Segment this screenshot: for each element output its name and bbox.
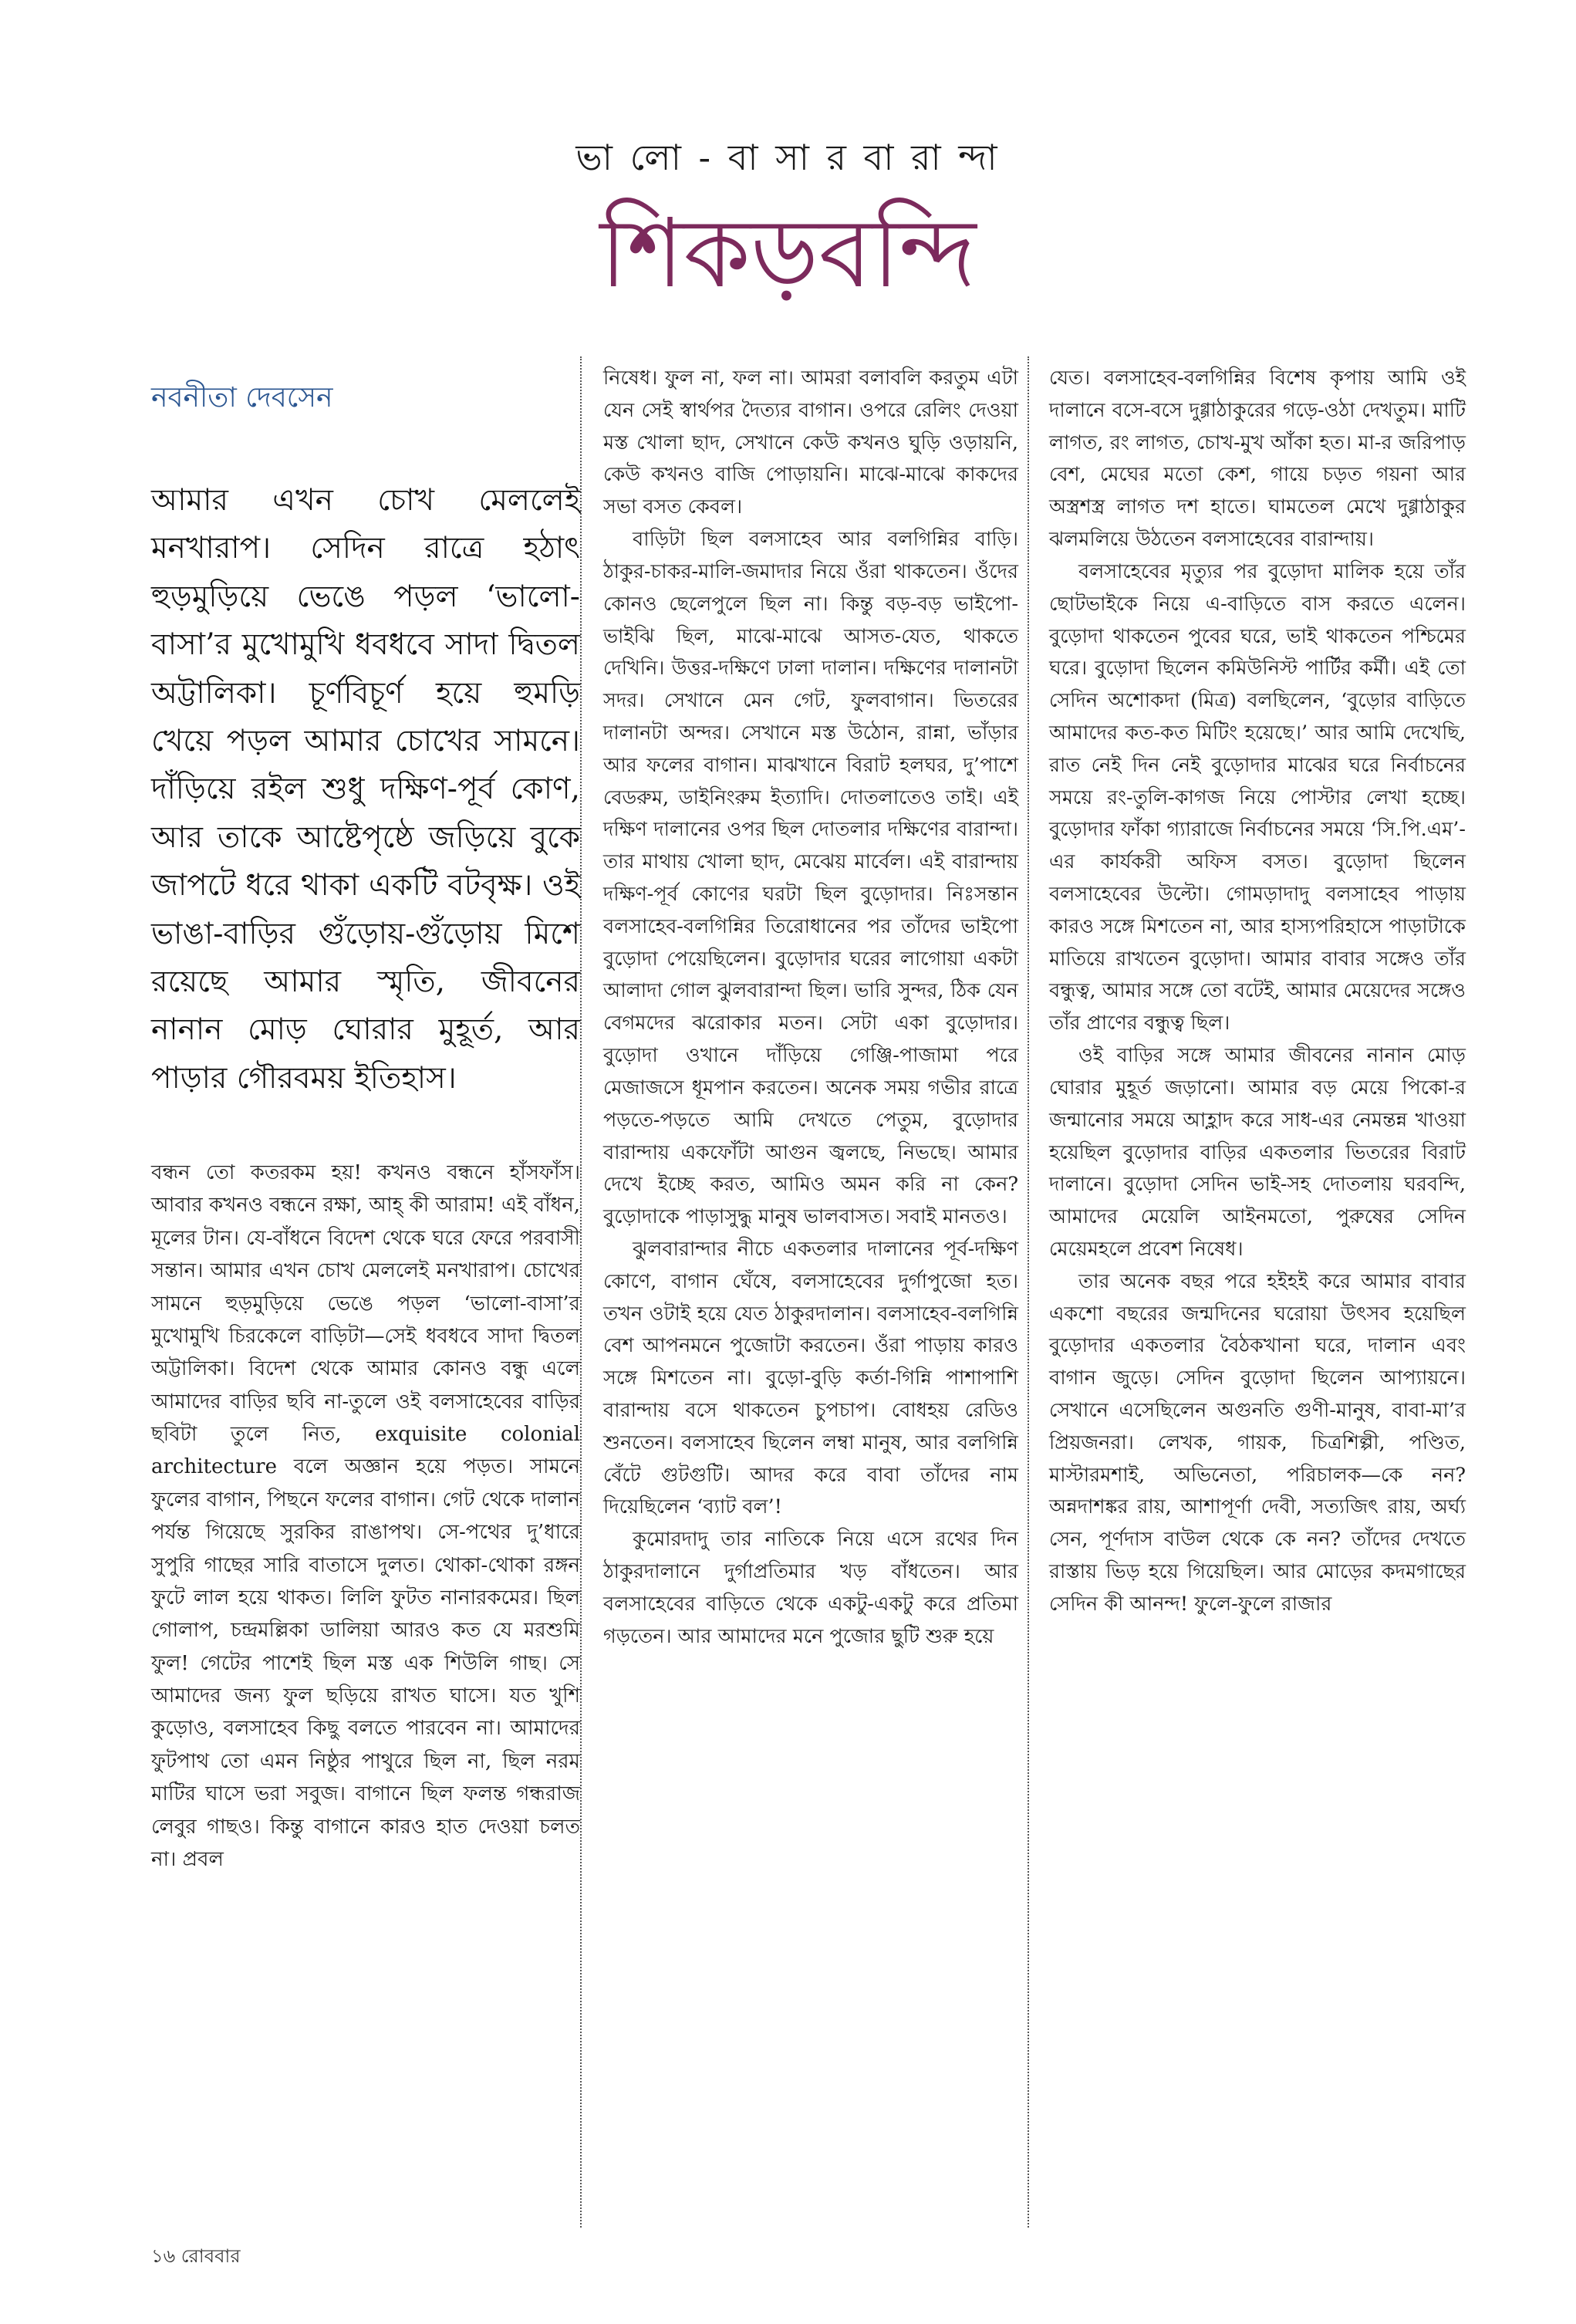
- lead-paragraph: আমার এখন চোখ মেললেই মনখারাপ। সেদিন রাত্রে হঠাৎ হুড়মুড়িয়ে ভেঙে পড়ল ‘ভালো-বাসা’র মুখোমুখি ধবধবে সাদা দ্বিতল অট্টালিকা। চূর্ণবিচূর্ণ হয়ে হুমড়ি খেয়ে পড়ল আমার চোখের সামনে। দাঁড়িয়ে রইল শুধু দক্ষিণ-পূর্ব কোণ, আর তাকে আষ্টেপৃষ্ঠে জড়িয়ে বুকে জাপটে ধরে থাকা একটি বটবৃক্ষ। ওই ভাঙা-বাড়ির গুঁড়োয়-গুঁড়োয় মিশে রয়েছে আমার স্মৃতি, জীবনের নানান মোড় ঘোরার মুহূর্ত, আর পাড়ার গৌরবময় ইতিহাস।: [151, 483, 580, 1096]
- article-title: শিকড়বন্দি: [599, 198, 977, 309]
- series-heading: ভা লো - বা সা র বা রা ন্দা: [575, 137, 1001, 178]
- paragraph: বাড়িটা ছিল বলসাহেব আর বলগিন্নির বাড়ি। ঠাকুর-চাকর-মালি-জমাদার নিয়ে ওঁরা থাকতেন। ওঁদের কোনও ছেলেপুলে ছিল না। কিন্তু বড়-বড় ভাইপো-ভাইঝি ছিল, মাঝে-মাঝে আসত-যেত, থাকতে দেখিনি। উত্তর-দক্ষিণে ঢালা দালান। দক্ষিণের দালানটা সদর। সেখানে মেন গেট, ফুলবাগান। ভিতরের দালানটা অন্দর। সেখানে মস্ত উঠোন, রান্না, ভাঁড়ার আর ফলের বাগান। মাঝখানে বিরাট হলঘর, দু’পাশে বেডরুম, ডাইনিংরুম ইত্যাদি। দোতলাতেও তাই। এই দক্ষিণ দালানের ওপর ছিল দোতলার দক্ষিণের বারান্দা। তার মাথায় খোলা ছাদ, মেঝেয় মার্বেল। এই বারান্দায় দক্ষিণ-পূর্ব কোণের ঘরটা ছিল বুড়োদার। নিঃসন্তান বলসাহেব-বলগিন্নির তিরোধানের পর তাঁদের ভাইপো বুড়োদা পেয়েছিলেন। বুড়োদার ঘরের লাগোয়া একটা আলাদা গোল ঝুলবারান্দা ছিল। ভারি সুন্দর, ঠিক যেন বেগমদের ঝরোকার মতন। সেটা একা বুড়োদার। বুড়োদা ওখানে দাঁড়িয়ে গেঞ্জি-পাজামা পরে মেজাজসে ধূমপান করতেন। অনেক সময় গভীর রাত্রে পড়তে-পড়তে আমি দেখতে পেতুম, বুড়োদার বারান্দায় একফোঁটা আগুন জ্বলছে, নিভছে। আমার দেখে ইচ্ছে করত, আমিও অমন করি না কেন? বুড়োদাকে পাড়াসুদ্ধু মানুষ ভালবাসত। সবাই মানতও।: [603, 528, 1018, 1229]
- column-1: [151, 363, 580, 1876]
- paragraph: কুমোরদাদু তার নাতিকে নিয়ে এসে রথের দিন ঠাকুরদালানে দুর্গাপ্রতিমার খড় বাঁধতেন। আর বলসাহেবের বাড়িতে থেকে একটু-একটু করে প্রতিমা গড়তেন। আর আমাদের মনে পুজোর ছুটি শুরু হয়ে: [603, 1528, 1018, 1648]
- paragraph: যেত। বলসাহেব-বলগিন্নির বিশেষ কৃপায় আমি ওই দালানে বসে-বসে দুগ্গাঠাকুরের গড়ে-ওঠা দেখতুম। মাটি লাগত, রং লাগত, চোখ-মুখ আঁকা হত। মা-র জরিপাড় বেশ, মেঘের মতো কেশ, গায়ে চড়ত গয়না আর অস্ত্রশস্ত্র লাগত দশ হাতে। ঘামতেল মেখে দুগ্গাঠাকুর ঝলমলিয়ে উঠতেন বলসাহেবের বারান্দায়।: [1049, 367, 1466, 552]
- paragraph: তার অনেক বছর পরে হইহই করে আমার বাবার একশো বছরের জন্মদিনের ঘরোয়া উৎসব হয়েছিল বুড়োদার একতলার বৈঠকখানা ঘরে, দালান এবং বাগান জুড়ে। সেদিন বুড়োদা ছিলেন আপ্যায়নে। সেখানে এসেছিলেন অগুনতি গুণী-মানুষ, বাবা-মা’র প্রিয়জনরা। লেখক, গায়ক, চিত্রশিল্পী, পণ্ডিত, মাস্টারমশাই, অভিনেতা, পরিচালক—কে নন? অন্নদাশঙ্কর রায়, আশাপূর্ণা দেবী, সত্যজিৎ রায়, অর্ঘ্য সেন, পূর্ণদাস বাউল থেকে কে নন? তাঁদের দেখতে রাস্তায় ভিড় হয়ে গিয়েছিল। আর মোড়ের কদমগাছের সেদিন কী আনন্দ! ফুলে-ফুলে রাজার: [1049, 1269, 1466, 1616]
- column-2: [603, 363, 1018, 1653]
- paragraph: ওই বাড়ির সঙ্গে আমার জীবনের নানান মোড় ঘোরার মুহূর্ত জড়ানো। আমার বড় মেয়ে পিকো-র জন্মানোর সময়ে আহ্লাদ করে সাধ-এর নেমন্তন্ন খাওয়া হয়েছিল বুড়োদার বাড়ির একতলার ভিতরের বিরাট দালানে। বুড়োদা সেদিন ভাই-সহ দোতলায় ঘরবন্দি, আমাদের মেয়েলি আইনমতো, পুরুষের সেদিন মেয়েমহলে প্রবেশ নিষেধ।: [1049, 1044, 1466, 1261]
- column-divider: [1028, 356, 1029, 2228]
- paragraph: বলসাহেবের মৃত্যুর পর বুড়োদা মালিক হয়ে তাঁর ছোটভাইকে নিয়ে এ-বাড়িতে বাস করতে এলেন। বুড়োদা থাকতেন পুবের ঘরে, ভাই থাকতেন পশ্চিমের ঘরে। বুড়োদা ছিলেন কমিউনিস্ট পার্টির কর্মী। এই তো সেদিন অশোকদা (মিত্র) বলছিলেন, ‘বুড়োর বাড়িতে আমাদের কত-কত মিটিং হয়েছে।’ আর আমি দেখেছি, রাত নেই দিন নেই বুড়োদার মাঝের ঘরে নির্বাচনের সময়ে রং-তুলি-কাগজ নিয়ে পোস্টার লেখা হচ্ছে। বুড়োদার ফাঁকা গ্যারাজে নির্বাচনের সময়ে ‘সি.পি.এম’-এর কার্যকরী অফিস বসত। বুড়োদা ছিলেন বলসাহেবের উল্টো। গোমড়াদাদু বলসাহেব পাড়ায় কারও সঙ্গে মিশতেন না, আর হাস্যপরিহাসে পাড়াটাকে মাতিয়ে রাখতেন বুড়োদা। আমার বাবার সঙ্গেও তাঁর বন্ধুত্ব, আমার সঙ্গে তো বটেই, আমার মেয়েদের সঙ্গেও তাঁর প্রাণের বন্ধুত্ব ছিল।: [1049, 559, 1466, 1035]
- column-3: [1049, 363, 1466, 1621]
- author-name: নবনীতা দেবসেন: [151, 382, 333, 414]
- column-divider: [580, 356, 582, 2228]
- page-footer: ১৬ রোববার: [151, 2245, 241, 2267]
- paragraph: নিষেধ। ফুল না, ফল না। আমরা বলাবলি করতুম এটা যেন সেই স্বার্থপর দৈত্যর বাগান। ওপরে রেলিং দেওয়া মস্ত খোলা ছাদ, সেখানে কেউ কখনও ঘুড়ি ওড়ায়নি, কেউ কখনও বাজি পোড়ায়নি। মাঝে-মাঝে কাকদের সভা বসত কেবল।: [603, 367, 1018, 519]
- paragraph: বন্ধন তো কতরকম হয়! কখনও বন্ধনে হাঁসফাঁস। আবার কখনও বন্ধনে রক্ষা, আহ্‌ কী আরাম! এই বাঁধন, মূলের টান। যে-বাঁধনে বিদেশ থেকে ঘরে ফেরে পরবাসী সন্তান। আমার এখন চোখ মেললেই মনখারাপ। চোখের সামনে হুড়মুড়িয়ে ভেঙে পড়ল ‘ভালো-বাসা’র মুখোমুখি চিরকেলে বাড়িটা—সেই ধবধবে সাদা দ্বিতল অট্টালিকা। বিদেশ থেকে আমার কোনও বন্ধু এলে আমাদের বাড়ির ছবি না-তুলে ওই বলসাহেবের বাড়ির ছবিটা তুলে নিত, exquisite colonial architecture বলে অজ্ঞান হয়ে পড়ত। সামনে ফুলের বাগান, পিছনে ফলের বাগান। গেট থেকে দালান পর্যন্ত গিয়েছে সুরকির রাঙাপথ। সে-পথের দু’ধারে সুপুরি গাছের সারি বাতাসে দুলত। থোকা-থোকা রঙ্গন ফুটে লাল হয়ে থাকত। লিলি ফুটত নানারকমের। ছিল গোলাপ, চন্দ্রমল্লিকা ডালিয়া আরও কত যে মরশুমি ফুল! গেটের পাশেই ছিল মস্ত এক শিউলি গাছ। সে আমাদের জন্য ফুল ছড়িয়ে রাখত ঘাসে। যত খুশি কুড়োও, বলসাহেব কিছু বলতে পারবেন না। আমাদের ফুটপাথ তো এমন নিষ্ঠুর পাথুরে ছিল না, ছিল নরম মাটির ঘাসে ভরা সবুজ। বাগানে ছিল ফলন্ত গন্ধরাজ লেবুর গাছও। কিন্তু বাগানে কারও হাত দেওয়া চলত না। প্রবল: [151, 1161, 580, 1871]
- paragraph: ঝুলবারান্দার নীচে একতলার দালানের পূর্ব-দক্ষিণ কোণে, বাগান ঘেঁষে, বলসাহেবের দুর্গাপুজো হত। তখন ওটাই হয়ে যেত ঠাকুরদালান। বলসাহেব-বলগিন্নি বেশ আপনমনে পুজোটা করতেন। ওঁরা পাড়ায় কারও সঙ্গে মিশতেন না। বুড়ো-বুড়ি কর্তা-গিন্নি পাশাপাশি বারান্দায় বসে থাকতেন চুপচাপ। বোধহয় রেডিও শুনতেন। বলসাহেব ছিলেন লম্বা মানুষ, আর বলগিন্নি বেঁটে গুটগুটি। আদর করে বাবা তাঁদের নাম দিয়েছিলেন ‘ব্যাট বল’!: [603, 1237, 1018, 1519]
